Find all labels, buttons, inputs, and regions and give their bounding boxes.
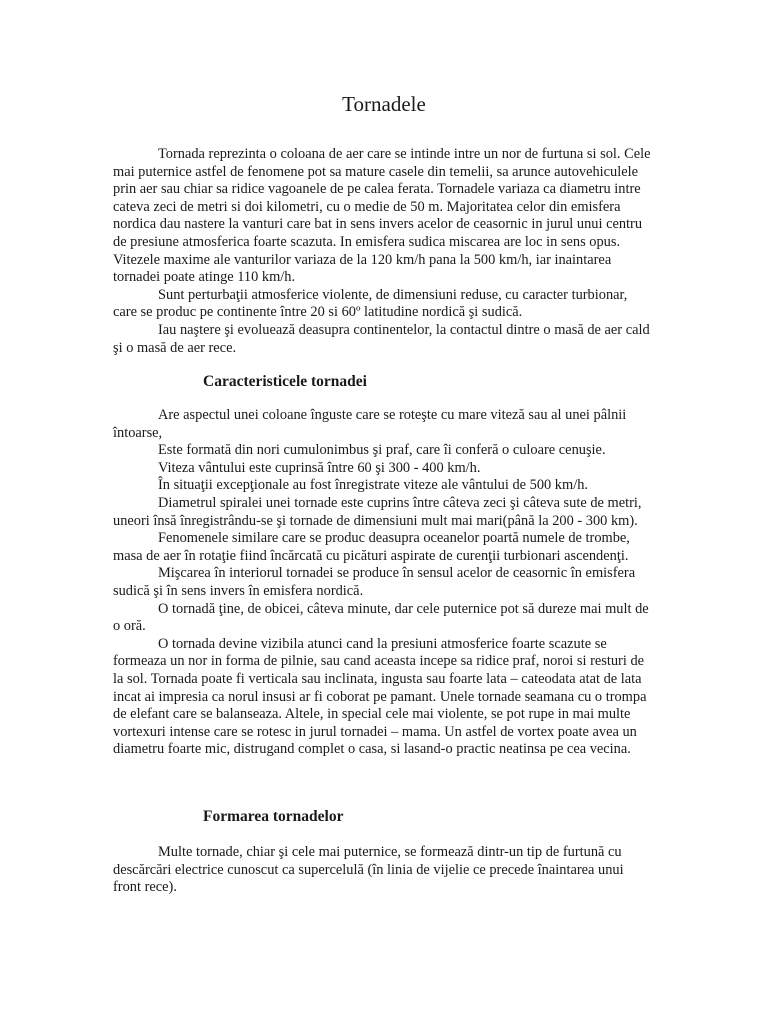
paragraph: Mişcarea în interiorul tornadei se produce în sensul acelor de ceasornic în emisfera sudică şi în sens invers în emisfera nordică. (113, 565, 636, 599)
paragraph: Multe tornade, chiar şi cele mai puternice, se formează dintr-un tip de furtună cu descărcări electrice cunoscut ca supercelulă (în linia de vijelie ce precede înaintarea unui front rece). (113, 844, 624, 896)
paragraph: Diametrul spiralei unei tornade este cuprins între câteva zeci şi câteva sute de metri, uneori însă înregistrându-se şi tornade de dimensiuni mult mai mari(până la 200 - 300 km). (113, 494, 642, 529)
document-title: Tornadele (342, 92, 426, 116)
paragraph: O tornada devine vizibila atunci cand la presiuni atmosferice foarte scazute se formeaza un nor in forma de pilnie, sau cand aceasta incepe sa ridice praf, noroi si resturi de la sol. Tornada poate fi verticala sau inclinata, ingusta sau foarte lata – cateodata atat de lata incat ai impresia ca norul insusi ar fi coborat pe pamant. Unele tornade seamana cu o trompa de elefant care se balanseaza. Altele, in special cele mai violente, se pot rupe in mai multe vortexuri intense care se rotesc in jurul tornadei – mama. Un astfel de vortex poate avea un diametru foarte mic, distrugand complet o casa, si lasand-o practic neatinsa pe cea vecina. (113, 635, 647, 758)
section-heading-formation: Formarea tornadelor (203, 808, 344, 825)
paragraph: Sunt perturbaţii atmosferice violente, de dimensiuni reduse, cu caracter turbionar, care se produc pe continente între 20 si 60º latitudine nordică şi sudică. (113, 286, 628, 321)
formation-section (113, 844, 653, 897)
paragraph: Iau naştere şi evoluează deasupra continentelor, la contactul dintre o masă de aer cald şi o masă de aer rece. (113, 321, 650, 356)
intro-section (113, 146, 653, 357)
paragraph: În situaţii excepţionale au fost înregistrate viteze ale vântului de 500 km/h. (158, 477, 588, 494)
characteristics-section (113, 407, 653, 759)
section-heading-characteristics: Caracteristicele tornadei (203, 373, 367, 390)
paragraph: Viteza vântului este cuprinsă între 60 şi 300 - 400 km/h. (158, 459, 481, 476)
paragraph: Tornada reprezinta o coloana de aer care se intinde intre un nor de furtuna si sol. Cele mai puternice astfel de fenomene pot sa mature casele din temelii, sa arunce autovehiculele prin aer sau chiar sa ridice vagoanele de pe calea ferata. Tornadele variaza ca diametru intre cateva zeci de metri si doi kilometri, cu o medie de 50 m. Majoritatea celor din emisfera nordica dau nastere la vanturi care bat in sens invers acelor de ceasornic in jurul unui centru de presiune atmosferica foarte scazuta. In emisfera sudica miscarea are loc in sens opus. Vitezele maxime ale vanturilor variaza de la 120 km/h pana la 500 km/h, iar inaintarea tornadei poate atinge 110 km/h. (113, 146, 651, 286)
paragraph: Are aspectul unei coloane înguste care se roteşte cu mare viteză sau al unei pâlnii întoarse, (113, 407, 627, 441)
paragraph: O tornadă ţine, de obicei, câteva minute, dar cele puternice pot să dureze mai mult de o oră. (113, 600, 649, 635)
paragraph: Fenomenele similare care se produc deasupra oceanelor poartă numele de trombe, masa de aer în rotaţie fiind încărcată cu picături aspirate de curenţii turbionari ascendenţi. (113, 530, 630, 564)
paragraph: Este formată din nori cumulonimbus şi praf, care îi conferă o culoare cenuşie. (158, 442, 606, 459)
